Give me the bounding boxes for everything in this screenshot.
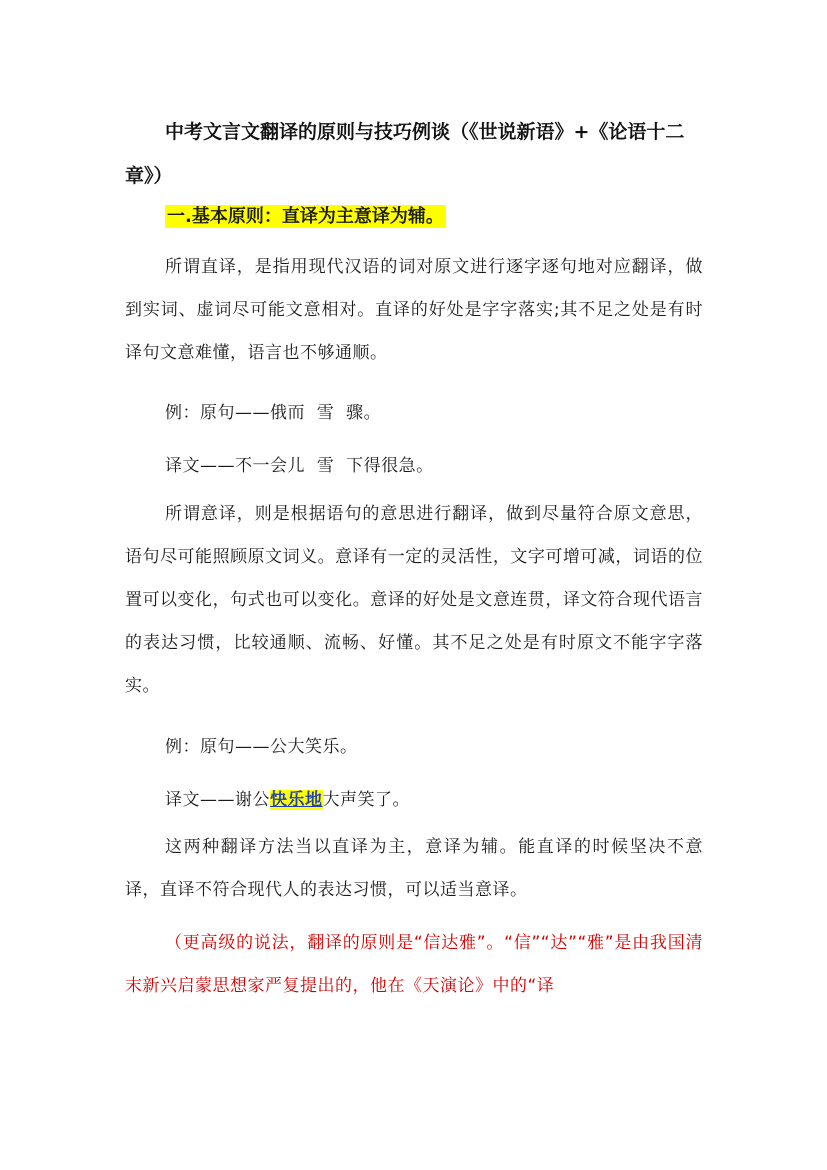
document-title: 中考文言文翻译的原则与技巧例谈（《世说新语》+《论语十二章》） [125, 121, 685, 187]
section-heading [165, 202, 446, 228]
example2-original: 例：原句——公大笑乐。 [165, 737, 358, 757]
paragraph-red-note: （更高级的说法，翻译的原则是“信达雅”。“信”“达”“雅”是由我国清末新兴启蒙思想家严复提出的，他在《天演论》中的“译 [125, 933, 703, 996]
example2-translation [165, 785, 410, 810]
example1-translation: 译文——不一会儿 雪 下得很急。 [165, 456, 434, 476]
example1-original: 例：原句——俄而 雪 骤。 [165, 403, 382, 423]
section-heading-text: 一.基本原则：直译为主意译为辅。 [167, 206, 444, 227]
paragraph-literal-translation: 所谓直译，是指用现代汉语的词对原文进行逐字逐句地对应翻译，做到实词、虚词尽可能文意相对。直译的好处是字字落实;其不足之处是有时译句文意难懂，语言也不够通顺。 [125, 257, 703, 363]
example2-translation-suffix: 大声笑了。 [322, 790, 410, 810]
paragraph-free-translation: 所谓意译，则是根据语句的意思进行翻译，做到尽量符合原文意思，语句尽可能照顾原文词义。意译有一定的灵活性，文字可增可减，词语的位置可以变化，句式也可以变化。意译的好处是文意连贯，译文符合现代语言的表达习惯，比较通顺、流畅、好懂。其不足之处是有时原文不能字字落实。 [125, 504, 703, 696]
paragraph-summary: 这两种翻译方法当以直译为主，意译为辅。能直译的时候坚决不意译，直译不符合现代人的表达习惯，可以适当意译。 [125, 837, 703, 900]
example2-translation-prefix: 译文——谢公 [165, 790, 270, 810]
highlighted-word: 快乐地 [270, 790, 323, 810]
